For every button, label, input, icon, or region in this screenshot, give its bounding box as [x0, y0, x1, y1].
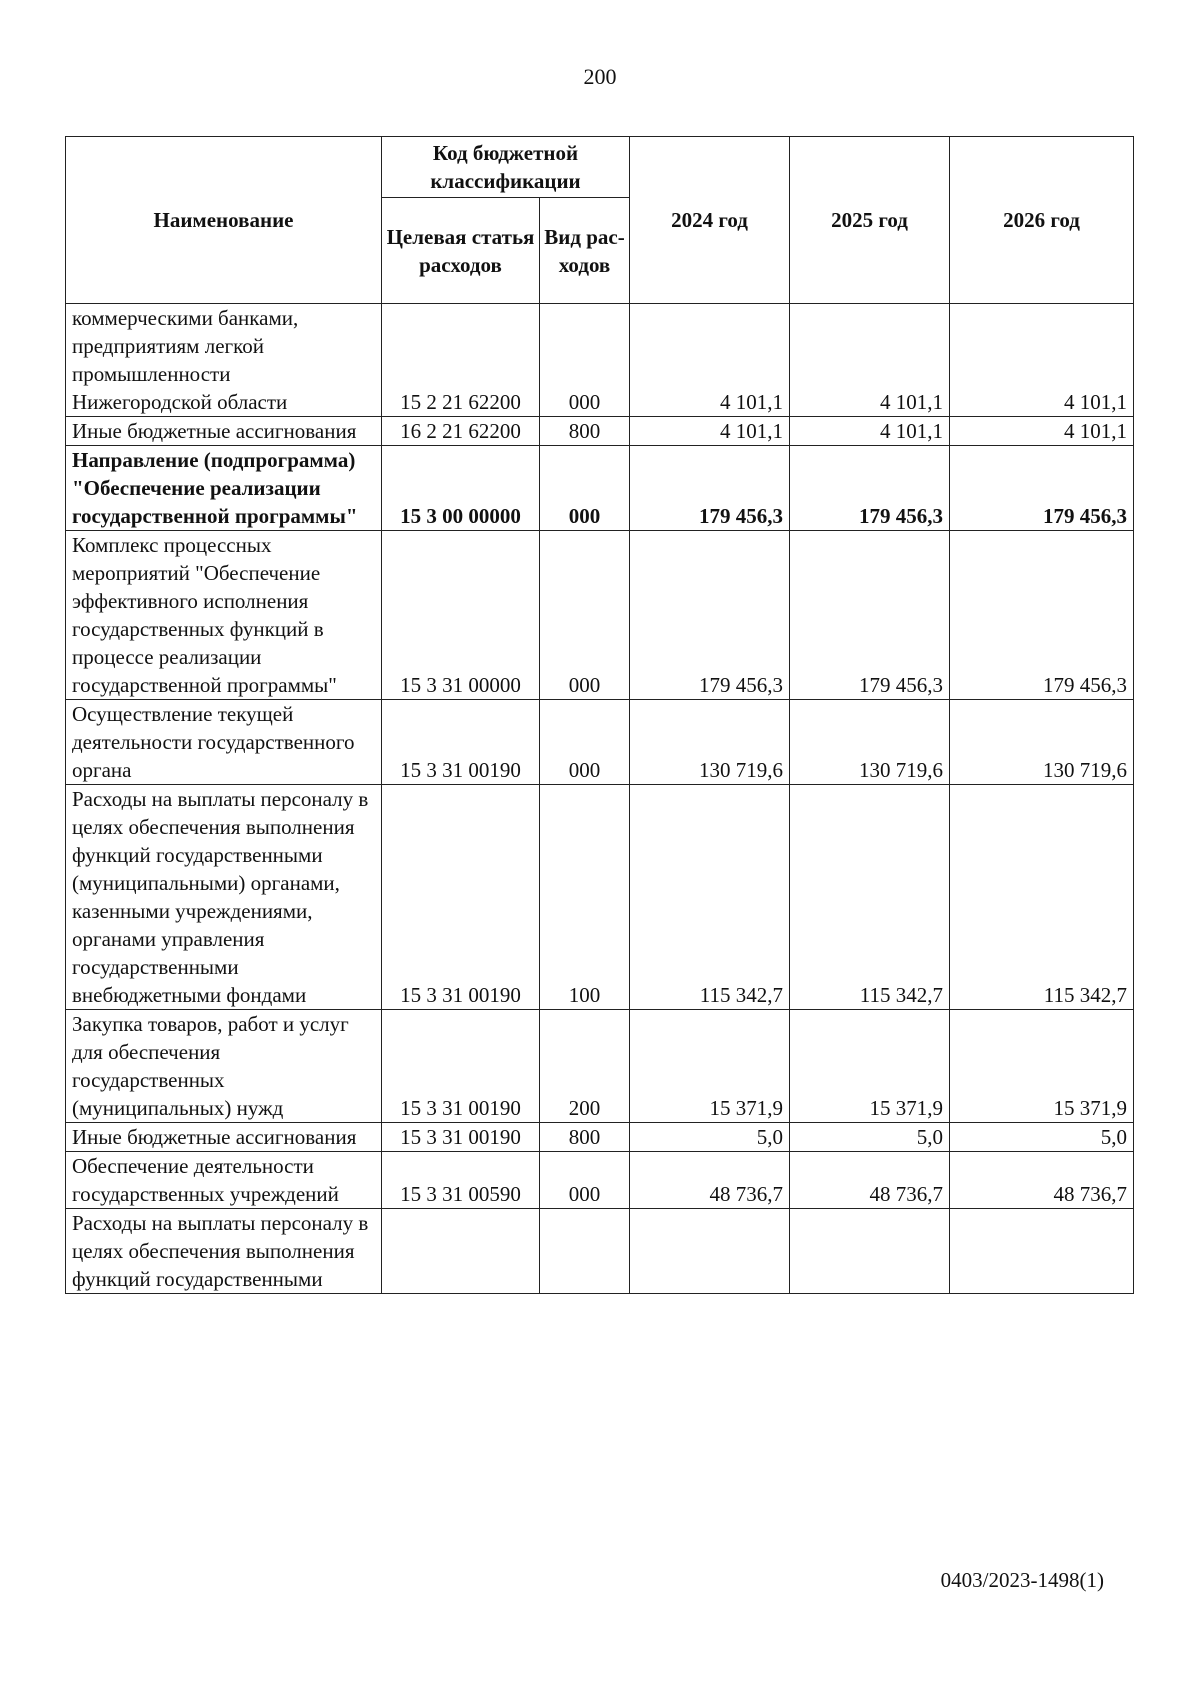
header-code-group: Код бюджетной классификации	[382, 137, 630, 198]
table-row	[66, 304, 1134, 417]
row-target-code: 15 3 31 00000	[382, 531, 540, 700]
table-row	[66, 700, 1134, 785]
row-value-2026: 15 371,9	[950, 1010, 1134, 1123]
table-row	[66, 531, 1134, 700]
row-expense-kind: 000	[540, 304, 630, 417]
row-value-2024: 4 101,1	[630, 417, 790, 446]
row-value-2025: 5,0	[790, 1123, 950, 1152]
row-name: Расходы на выплаты персоналу в целях обеспечения выполнения функций государственными	[66, 1209, 382, 1294]
row-expense-kind: 000	[540, 700, 630, 785]
row-expense-kind: 800	[540, 1123, 630, 1152]
row-value-2026: 179 456,3	[950, 531, 1134, 700]
row-expense-kind	[540, 1209, 630, 1294]
row-name: Осуществление текущей деятельности государственного органа	[66, 700, 382, 785]
row-value-2025: 4 101,1	[790, 417, 950, 446]
row-value-2024: 130 719,6	[630, 700, 790, 785]
header-name: Наименование	[66, 137, 382, 304]
row-expense-kind: 000	[540, 531, 630, 700]
row-value-2026: 4 101,1	[950, 304, 1134, 417]
table-row	[66, 417, 1134, 446]
row-target-code: 15 3 31 00190	[382, 1123, 540, 1152]
row-value-2024: 48 736,7	[630, 1152, 790, 1209]
row-value-2025: 48 736,7	[790, 1152, 950, 1209]
row-target-code: 15 3 31 00190	[382, 785, 540, 1010]
table-row	[66, 1152, 1134, 1209]
row-name: коммерческими банками, предприятиям легкой промышленности Нижегородской области	[66, 304, 382, 417]
row-value-2024: 179 456,3	[630, 446, 790, 531]
row-target-code: 16 2 21 62200	[382, 417, 540, 446]
row-value-2026: 179 456,3	[950, 446, 1134, 531]
row-value-2025: 15 371,9	[790, 1010, 950, 1123]
header-expense-kind: Вид рас-ходов	[540, 198, 630, 304]
row-value-2024: 5,0	[630, 1123, 790, 1152]
row-value-2025: 179 456,3	[790, 446, 950, 531]
row-value-2026: 130 719,6	[950, 700, 1134, 785]
row-name: Закупка товаров, работ и услуг для обеспечения государственных (муниципальных) нужд	[66, 1010, 382, 1123]
row-name: Иные бюджетные ассигнования	[66, 417, 382, 446]
header-2025: 2025 год	[790, 137, 950, 304]
row-expense-kind: 200	[540, 1010, 630, 1123]
row-name: Комплекс процессных мероприятий "Обеспечение эффективного исполнения государственных функций в процессе реализации государственной программы"	[66, 531, 382, 700]
header-target-article: Целевая статья расходов	[382, 198, 540, 304]
row-target-code: 15 3 31 00190	[382, 700, 540, 785]
row-value-2024	[630, 1209, 790, 1294]
document-number: 0403/2023-1498(1)	[940, 1568, 1104, 1592]
row-target-code: 15 3 31 00590	[382, 1152, 540, 1209]
row-name: Направление (подпрограмма) "Обеспечение реализации государственной программы"	[66, 446, 382, 531]
table-row	[66, 1010, 1134, 1123]
budget-table	[65, 136, 1134, 1294]
header-2026: 2026 год	[950, 137, 1134, 304]
table-header	[66, 137, 1134, 304]
row-value-2024: 15 371,9	[630, 1010, 790, 1123]
row-target-code: 15 2 21 62200	[382, 304, 540, 417]
table-body	[66, 304, 1134, 1294]
row-target-code	[382, 1209, 540, 1294]
row-name: Обеспечение деятельности государственных учреждений	[66, 1152, 382, 1209]
row-name: Расходы на выплаты персоналу в целях обеспечения выполнения функций государственными (муниципальными) органами, казенными учреждениями, органами управления государственными внебюджетными фондами	[66, 785, 382, 1010]
row-value-2024: 115 342,7	[630, 785, 790, 1010]
row-value-2025	[790, 1209, 950, 1294]
row-value-2024: 4 101,1	[630, 304, 790, 417]
row-expense-kind: 100	[540, 785, 630, 1010]
table-row	[66, 1209, 1134, 1294]
row-name: Иные бюджетные ассигнования	[66, 1123, 382, 1152]
row-target-code: 15 3 00 00000	[382, 446, 540, 531]
row-value-2025: 4 101,1	[790, 304, 950, 417]
table-row	[66, 1123, 1134, 1152]
row-value-2025: 179 456,3	[790, 531, 950, 700]
row-target-code: 15 3 31 00190	[382, 1010, 540, 1123]
row-expense-kind: 000	[540, 1152, 630, 1209]
table-row	[66, 446, 1134, 531]
row-expense-kind: 800	[540, 417, 630, 446]
row-value-2024: 179 456,3	[630, 531, 790, 700]
row-value-2025: 115 342,7	[790, 785, 950, 1010]
page-number: 200	[583, 64, 617, 89]
row-value-2026: 115 342,7	[950, 785, 1134, 1010]
header-2024: 2024 год	[630, 137, 790, 304]
row-value-2025: 130 719,6	[790, 700, 950, 785]
row-expense-kind: 000	[540, 446, 630, 531]
row-value-2026: 4 101,1	[950, 417, 1134, 446]
row-value-2026	[950, 1209, 1134, 1294]
table-row	[66, 785, 1134, 1010]
row-value-2026: 48 736,7	[950, 1152, 1134, 1209]
row-value-2026: 5,0	[950, 1123, 1134, 1152]
